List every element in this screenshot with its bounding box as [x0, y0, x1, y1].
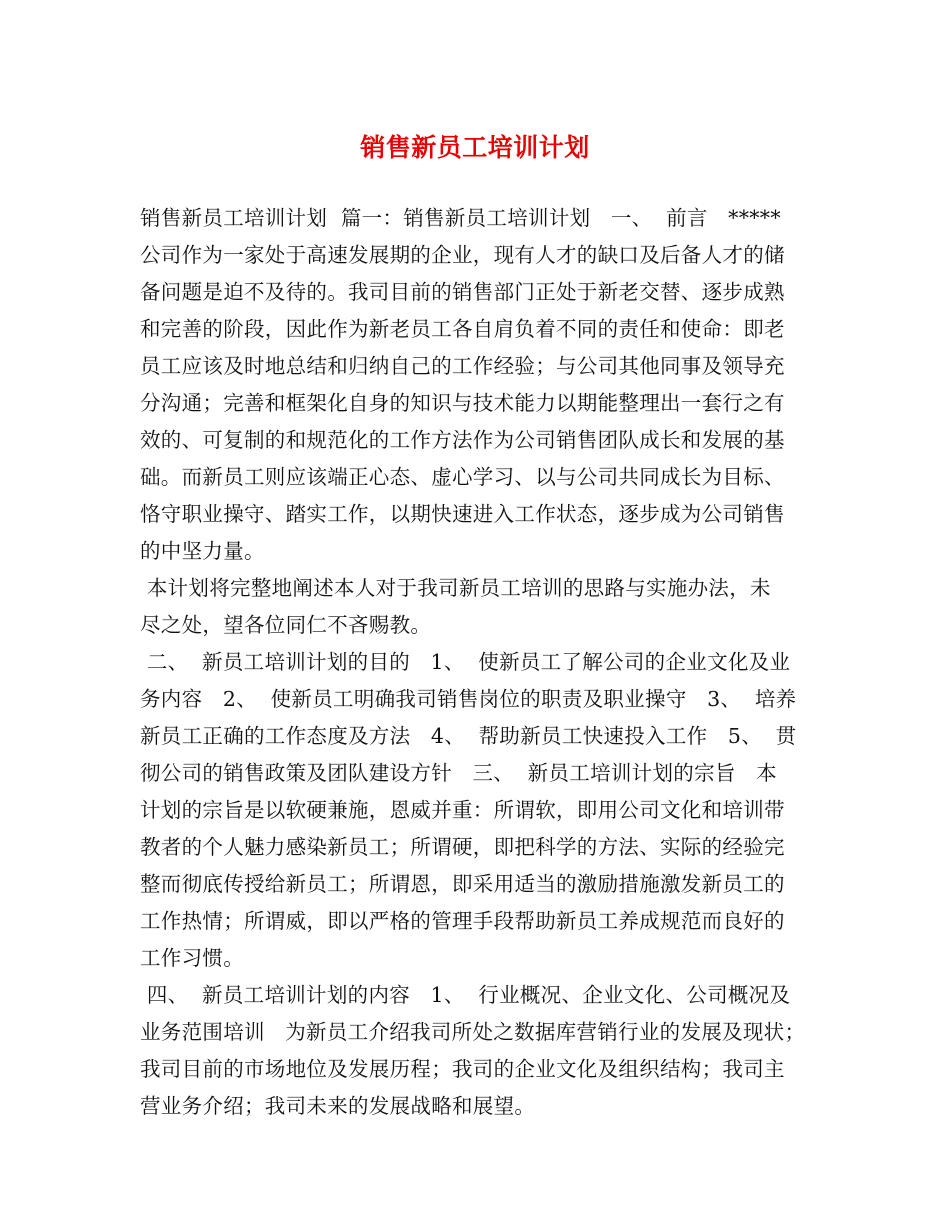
text-line: 尽之处，望各位同仁不吝赐教。 [140, 613, 432, 637]
text-line: 工作习惯。 [140, 946, 244, 970]
text-line: 二、 新员工培训计划的目的 1、 使新员工了解公司的企业文化及业 [140, 650, 791, 674]
text-line: 分沟通；完善和框架化自身的知识与技术能力以期能整理出一套行之有 [140, 391, 785, 415]
text-line: 公司作为一家处于高速发展期的企业，现有人才的缺口及后备人才的储 [140, 243, 785, 267]
text-line: 新员工正确的工作态度及方法 4、 帮助新员工快速投入工作 5、 贯 [140, 724, 797, 748]
text-line: 我司目前的市场地位及发展历程；我司的企业文化及组织结构；我司主 [140, 1057, 785, 1081]
text-line: 四、 新员工培训计划的内容 1、 行业概况、企业文化、公司概况及 [140, 983, 791, 1007]
text-line: 整而彻底传授给新员工；所谓恩，即采用适当的激励措施激发新员工的 [140, 872, 785, 896]
text-line: 和完善的阶段，因此作为新老员工各自肩负着不同的责任和使命：即老 [140, 317, 785, 341]
text-line: 教者的个人魅力感染新员工；所谓硬，即把科学的方法、实际的经验完 [140, 835, 785, 859]
text-line: 的中坚力量。 [140, 539, 265, 563]
text-line: 备问题是迫不及待的。我司目前的销售部门正处于新老交替、逐步成熟 [140, 280, 785, 304]
text-line: 务内容 2、 使新员工明确我司销售岗位的职责及职业操守 3、 培养 [140, 687, 797, 711]
text-line: 础。而新员工则应该端正心态、虚心学习、以与公司共同成长为目标、 [140, 465, 785, 489]
text-line: 工作热情；所谓威，即以严格的管理手段帮助新员工养成规范而良好的 [140, 909, 785, 933]
text-line: 计划的宗旨是以软硬兼施，恩威并重：所谓软，即用公司文化和培训带 [140, 798, 785, 822]
text-line: 销售新员工培训计划 篇一：销售新员工培训计划 一、 前言 ***** [140, 206, 781, 230]
text-line: 业务范围培训 为新员工介绍我司所处之数据库营销行业的发展及现状； [140, 1020, 806, 1044]
document-title: 销售新员工培训计划 [360, 133, 590, 162]
text-line: 彻公司的销售政策及团队建设方针 三、 新员工培训计划的宗旨 本 [140, 761, 777, 785]
text-line: 员工应该及时地总结和归纳自己的工作经验；与公司其他同事及领导充 [140, 354, 785, 378]
text-line: 恪守职业操守、踏实工作，以期快速进入工作状态，逐步成为公司销售 [140, 502, 785, 526]
text-line: 效的、可复制的和规范化的工作方法作为公司销售团队成长和发展的基 [140, 428, 785, 452]
text-line: 营业务介绍；我司未来的发展战略和展望。 [140, 1094, 536, 1118]
document-body [140, 200, 820, 1125]
text-line: 本计划将完整地阐述本人对于我司新员工培训的思路与实施办法，未 [140, 576, 771, 600]
